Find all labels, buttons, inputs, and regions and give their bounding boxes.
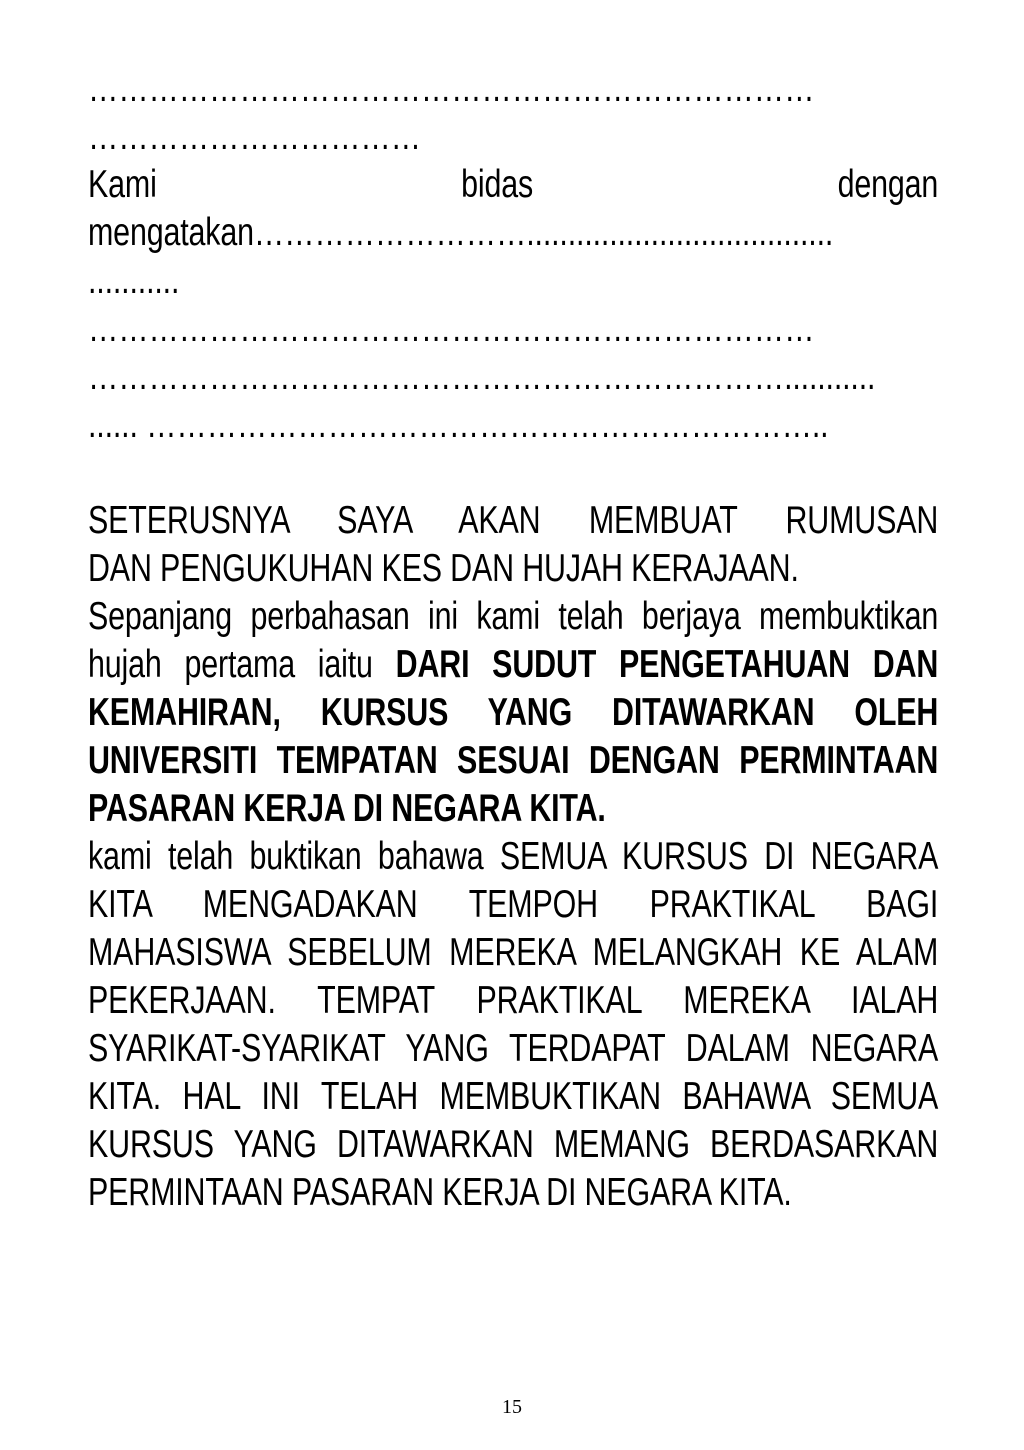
paragraph-argument-1 bbox=[88, 593, 938, 833]
section-heading-line: DAN PENGUKUHAN KES DAN HUJAH KERAJAAN. bbox=[88, 547, 799, 590]
paragraph-bold-claim: DARI SUDUT PENGETAHUAN DAN KEMAHIRAN, KURSUS YANG DITAWARKAN OLEH UNIVERSITI TEMPATAN SESUAI DENGAN PERMINTAAN PASARAN KERJA DI NEGARA KITA. bbox=[88, 643, 939, 830]
dotted-line: ........... bbox=[88, 259, 180, 302]
dotted-line: ……………………………………………………………........... bbox=[88, 355, 876, 398]
document-body bbox=[88, 65, 938, 1217]
paragraph-argument-2: kami telah buktikan bahawa SEMUA KURSUS DI NEGARA KITA MENGADAKAN TEMPOH PRAKTIKAL BAGI MAHASISWA SEBELUM MEREKA MELANGKAH KE ALAM PEKERJAAN. TEMPAT PRAKTIKAL MEREKA IALAH SYARIKAT-SYARIKAT YANG TERDAPAT DALAM NEGARA KITA. HAL INI TELAH MEMBUKTIKAN BAHAWA SEMUA KURSUS YANG DITAWARKAN MEMANG BERDASARKAN PERMINTAAN PASARAN KERJA DI NEGARA KITA. bbox=[88, 835, 939, 1214]
dotted-line: ……………………………………………………………… bbox=[88, 307, 815, 350]
paragraph-intro: Sepanjang perbahasan ini kami telah berjaya membuktikan hujah pertama iaitu bbox=[88, 595, 939, 686]
text-line-kami-bidas bbox=[88, 161, 938, 209]
heading-text: SETERUSNYA SAYA AKAN MEMBUAT RUMUSAN bbox=[88, 499, 939, 542]
word: Kami bbox=[88, 163, 157, 206]
dotted-line: …………………………… bbox=[88, 115, 421, 158]
document-page bbox=[88, 65, 938, 1217]
spacer bbox=[88, 449, 938, 497]
dotted-line: ...... ………………………………………………………….. bbox=[88, 403, 829, 446]
word: bidas bbox=[461, 163, 534, 206]
section-heading-line bbox=[88, 497, 938, 545]
dotted-line: ……………………………………………………………… bbox=[88, 67, 815, 110]
word: dengan bbox=[837, 163, 939, 206]
page-number: 15 bbox=[502, 1396, 522, 1418]
text-line-mengatakan: mengatakan………………………..................................... bbox=[88, 211, 834, 254]
